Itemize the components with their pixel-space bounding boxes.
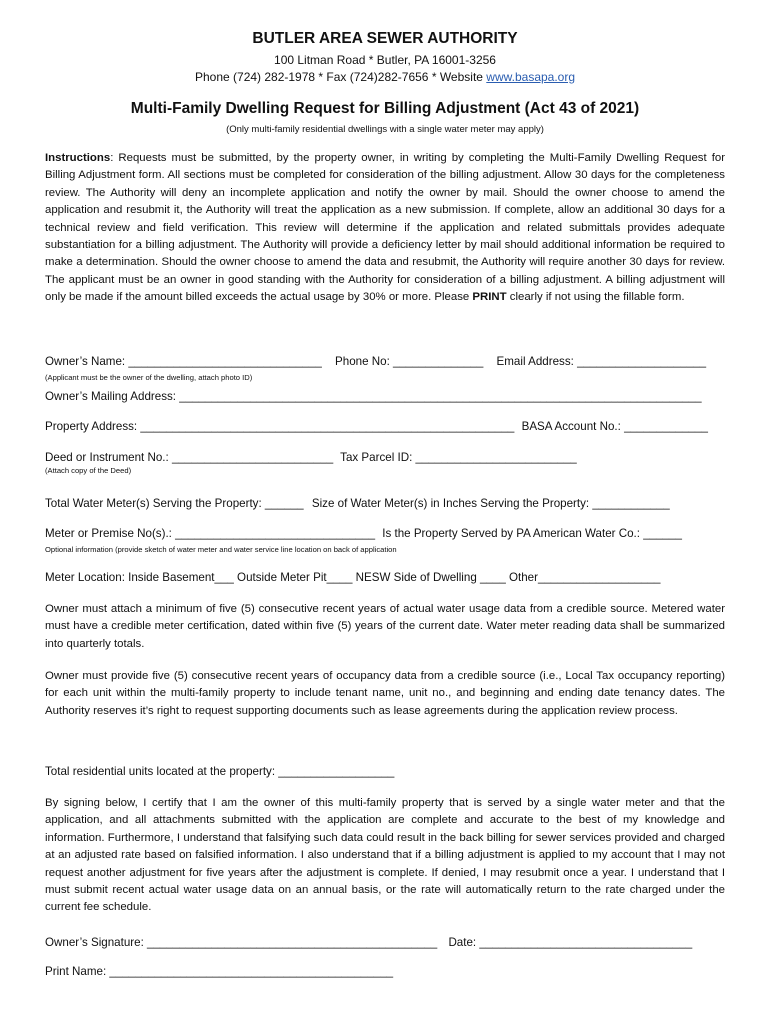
signature-date-field[interactable]: Date: _________________________________ <box>448 936 693 949</box>
mailing-address-field[interactable]: Owner’s Mailing Address: _________________________________________________________________________________ <box>45 390 702 403</box>
deed-row <box>45 451 725 464</box>
meter-row <box>45 497 725 510</box>
premise-note: Optional information (provide sketch of water meter and water service line location on back of application <box>45 545 397 554</box>
occupancy-paragraph: Owner must provide five (5) consecutive recent years of occupancy data from a credible source (i.e., Local Tax occupancy reporting) for each unit within the multi-family property to include tenant name, unit no., and beginning and ending date tenancy dates. The Authority reserves it’s right to request supporting documents such as lease agreements during the application review process. <box>45 670 725 717</box>
property-address-field[interactable]: Property Address: __________________________________________________________ <box>45 420 515 433</box>
deed-note: (Attach copy of the Deed) <box>45 466 132 475</box>
phone-fax-text: Phone (724) 282-1978 * Fax (724)282-7656 * Website <box>194 70 487 84</box>
form-title: Multi-Family Dwelling Request for Billing Adjustment (Act 43 of 2021) <box>130 100 640 117</box>
org-address: 100 Litman Road * Butler, PA 16001-3256 <box>274 53 496 67</box>
meter-location-field[interactable]: Meter Location: Inside Basement___ Outside Meter Pit____ NESW Side of Dwelling ____ Other___________________ <box>45 571 661 584</box>
owner-name-field[interactable]: Owner’s Name: ______________________________ <box>45 355 322 368</box>
signature-row <box>45 936 725 949</box>
org-contact-line <box>0 70 770 84</box>
property-row <box>45 420 725 433</box>
meter-size-field[interactable]: Size of Water Meter(s) in Inches Serving the Property: ____________ <box>311 497 670 510</box>
email-address-field[interactable]: Email Address: ____________________ <box>496 355 707 368</box>
instructions-label: Instructions <box>45 152 111 164</box>
usage-paragraph: Owner must attach a minimum of five (5) consecutive recent years of actual water usage data from a credible source. Metered water must have a credible meter certification, dated within five (5) years of the current date. Water meter reading data shall be summarized into quarterly totals. <box>45 603 725 650</box>
phone-no-field[interactable]: Phone No: ______________ <box>335 355 484 368</box>
premise-no-field[interactable]: Meter or Premise No(s).: _______________________________ <box>45 527 376 540</box>
org-name: BUTLER AREA SEWER AUTHORITY <box>252 30 518 47</box>
tax-parcel-field[interactable]: Tax Parcel ID: _________________________ <box>340 451 577 464</box>
owner-note: (Applicant must be the owner of the dwelling, attach photo ID) <box>45 373 253 382</box>
instructions-text-b: clearly if not using the fillable form. <box>506 291 685 304</box>
premise-row <box>45 527 725 540</box>
certification-paragraph: By signing below, I certify that I am the owner of this multi-family property that is served by a single water meter and that the application, and all attachments submitted with the application are complete and accurate to the best of my knowledge and information. Furthermore, I understand that falsifying such data could result in the back billing for sewer services provided and charged at an adjusted rate based on falsified information. I also understand that if a billing adjustment is applied to my account that I may not request another adjustment for five years after the adjustment is complete. If denied, I may resubmit once a year. I understand that I must submit recent actual water usage data on an annual basis, or the rate will automatically return to the rate charged under the current fee schedule. <box>45 797 725 914</box>
total-meters-field[interactable]: Total Water Meter(s) Serving the Property: ______ <box>45 497 304 510</box>
instructions-paragraph <box>45 150 725 307</box>
pa-american-field[interactable]: Is the Property Served by PA American Water Co.: ______ <box>382 527 682 540</box>
form-subtitle: (Only multi-family residential dwellings with a single water meter may apply) <box>226 124 544 135</box>
print-emphasis: PRINT <box>472 291 507 304</box>
website-link[interactable]: www.basapa.org <box>486 70 576 84</box>
total-units-field[interactable]: Total residential units located at the property: __________________ <box>45 765 395 778</box>
deed-instrument-field[interactable]: Deed or Instrument No.: _________________________ <box>45 451 334 464</box>
print-name-field[interactable]: Print Name: ____________________________________________ <box>45 965 394 978</box>
basa-account-field[interactable]: BASA Account No.: _____________ <box>521 420 708 433</box>
instructions-text-a: : Requests must be submitted, by the property owner, in writing by completing the Multi-Family Dwelling Request for Billing Adjustment form. All sections must be completed for consideration of the billing adjustment. Allow 30 days for the completeness review. The Authority will deny an incomplete application and notify the owner by mail. Should the owner choose to amend the application and resubmit it, the Authority will treat the application as a new submission. If complete, allow an additional 30 days for a technical review and field verification. This review will determine if the application and related submittals provides adequate substantiation for a billing adjustment. The Authority will provide a deficiency letter by mail should additional information be required to make a determination. Should the owner choose to amend the data and resubmit, the Authority will require another 30 days for review. The applicant must be an owner in good standing with the Authority for consideration of a billing adjustment. A billing adjustment will only be made if the amount billed exceeds the actual usage by 30% or more. Please <box>45 152 725 304</box>
owner-row <box>45 355 725 368</box>
owner-signature-field[interactable]: Owner’s Signature: _____________________________________________ <box>45 936 438 949</box>
